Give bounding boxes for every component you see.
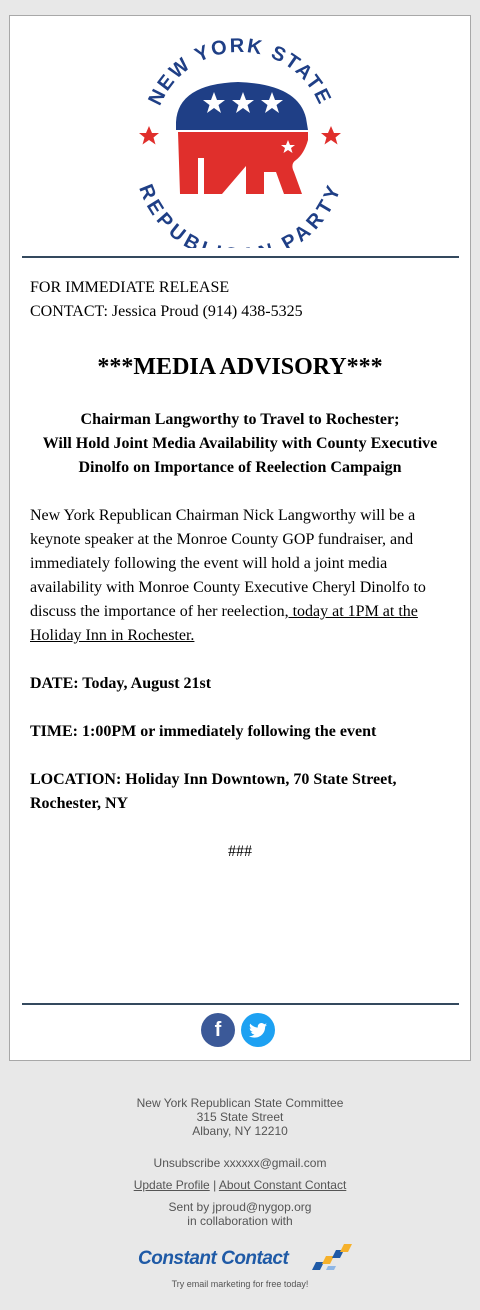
footer-street: 315 State Street: [196, 1110, 284, 1124]
location-line-2: Rochester, NY: [30, 795, 129, 812]
logo-arc-bottom-text: EPUB PART: [141, 195, 339, 248]
media-advisory-title: ***MEDIA ADVISORY***: [97, 354, 383, 380]
contact-line: CONTACT: Jessica Proud (914) 438-5325: [30, 303, 303, 320]
footer-links: [0, 1178, 480, 1192]
time-line: TIME: 1:00PM or immediately following the event: [30, 723, 377, 740]
cc-brand-text: Constant Contact: [138, 1248, 289, 1269]
facebook-glyph: f: [214, 1018, 222, 1041]
update-profile-link[interactable]: Update Profile: [133, 1178, 210, 1192]
headline-line-2: Will Hold Joint Media Availability with County Executive: [42, 435, 438, 452]
end-mark: ###: [228, 843, 252, 860]
body-paragraph: [30, 504, 440, 648]
body-text: New York Republican Chairman Nick Langworthy will be a keynote speaker at the Monroe County GOP fundraiser, and immediately following the event will hold a joint media availability with Monroe County Executive Cheryl Dinolfo to discuss the importance of her reelection: [30, 507, 426, 620]
unsubscribe-link[interactable]: Unsubscribe xxxxxx@gmail.com: [153, 1156, 327, 1170]
nygop-logo: [138, 26, 342, 248]
location-line-1: LOCATION: Holiday Inn Downtown, 70 State Street,: [30, 771, 397, 788]
cc-tagline[interactable]: Try email marketing for free today!: [171, 1279, 309, 1289]
sent-by: Sent by jproud@nygop.org: [168, 1200, 312, 1214]
constant-contact-logo[interactable]: [138, 1244, 352, 1274]
logo-arc-top-text: NEW YORK STATE: [144, 34, 336, 109]
footer-separator: |: [213, 1178, 217, 1192]
email-card: [9, 15, 471, 1061]
date-line: DATE: Today, August 21st: [30, 675, 212, 692]
cc-flag-icon: [306, 1244, 352, 1272]
headline-line-1: Chairman Langworthy to Travel to Rochester;: [80, 411, 400, 428]
top-divider: [22, 256, 459, 258]
star-left-icon: [139, 126, 159, 145]
elephant-logo-icon: [138, 26, 342, 248]
twitter-icon[interactable]: [241, 1013, 275, 1047]
body-underlined-link[interactable]: , today at 1PM at the Holiday Inn in Rochester.: [30, 603, 418, 644]
footer-org: New York Republican State Committee: [136, 1096, 344, 1110]
star-right-icon: [321, 126, 341, 145]
bottom-divider: [22, 1003, 459, 1005]
headline-line-3: Dinolfo on Importance of Reelection Campaign: [78, 459, 402, 476]
about-constant-contact-link[interactable]: About Constant Contact: [218, 1178, 347, 1192]
twitter-bird-icon: [249, 1023, 267, 1038]
svg-text:REPUBLICAN PARTY: [138, 181, 342, 248]
collab-text: in collaboration with: [187, 1214, 293, 1228]
facebook-icon[interactable]: [201, 1013, 235, 1047]
footer-city: Albany, NY 12210: [192, 1124, 288, 1138]
release-line: FOR IMMEDIATE RELEASE: [30, 279, 230, 296]
